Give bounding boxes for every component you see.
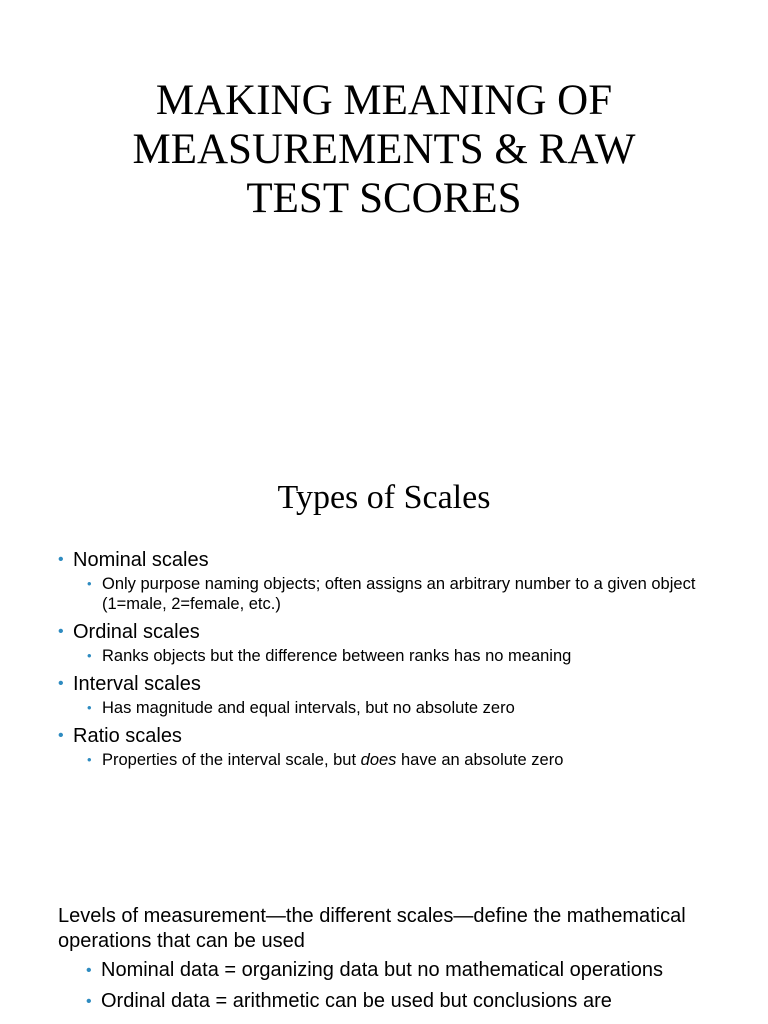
levels-intro-text: Levels of measurement—the different scales—define the mathematical operations that can be used — [58, 905, 686, 952]
sub-bullet-text: Ranks objects but the difference between ranks has no meaning — [102, 647, 572, 665]
sub-bullet-text — [102, 751, 563, 769]
bullet-icon: • — [58, 675, 64, 692]
main-title-line-2: MEASUREMENTS & RAW — [132, 126, 636, 173]
scales-bullet-list — [58, 548, 718, 776]
sub-bullet-list — [73, 646, 718, 666]
sub-text-before: Properties of the interval scale, but — [102, 751, 361, 769]
sub-bullet-text: Only purpose naming objects; often assigns an arbitrary number to a given object (1=male, 2=female, etc.) — [102, 575, 696, 613]
list-item-nominal-data — [86, 958, 686, 983]
list-item-ordinal — [58, 620, 718, 666]
bullet-icon: • — [86, 993, 92, 1010]
bullet-text: Ordinal data = arithmetic can be used but conclusions are — [101, 990, 612, 1012]
main-title-line-1: MAKING MEANING OF — [155, 77, 613, 124]
list-item-nominal — [58, 548, 718, 614]
sub-text-emphasis: does — [360, 751, 397, 769]
main-title — [0, 76, 768, 223]
list-item-ordinal-data — [86, 989, 686, 1014]
slide-title: Types of Scales — [277, 479, 491, 516]
sub-bullet-text: Has magnitude and equal intervals, but no absolute zero — [102, 699, 515, 717]
list-item-interval — [58, 672, 718, 718]
sub-list-item — [87, 750, 718, 770]
sub-text-after: have an absolute zero — [396, 751, 564, 769]
bullet-label: Interval scales — [73, 673, 201, 695]
bullet-icon: • — [87, 576, 92, 591]
sub-list-item — [87, 646, 718, 666]
bullet-label: Ordinal scales — [73, 621, 200, 643]
bullet-icon: • — [87, 648, 92, 663]
bullet-label: Nominal scales — [73, 549, 209, 571]
sub-bullet-list — [73, 574, 718, 614]
bullet-icon: • — [87, 700, 92, 715]
bullet-label: Ratio scales — [73, 725, 182, 747]
types-of-scales-slide — [0, 440, 768, 880]
list-item-ratio — [58, 724, 718, 770]
sub-bullet-list — [73, 750, 718, 770]
bullet-icon: • — [58, 727, 64, 744]
sub-list-item — [87, 698, 718, 718]
levels-of-measurement-slide — [0, 880, 768, 1024]
bullet-icon: • — [58, 551, 64, 568]
bullet-icon: • — [86, 962, 92, 979]
bullet-icon: • — [87, 752, 92, 767]
bullet-icon: • — [58, 623, 64, 640]
title-slide — [0, 0, 768, 440]
main-title-line-3: TEST SCORES — [246, 175, 522, 222]
sub-bullet-list — [73, 698, 718, 718]
levels-bullet-list — [86, 958, 686, 1020]
bullet-text: Nominal data = organizing data but no mathematical operations — [101, 959, 664, 981]
sub-list-item — [87, 574, 718, 614]
